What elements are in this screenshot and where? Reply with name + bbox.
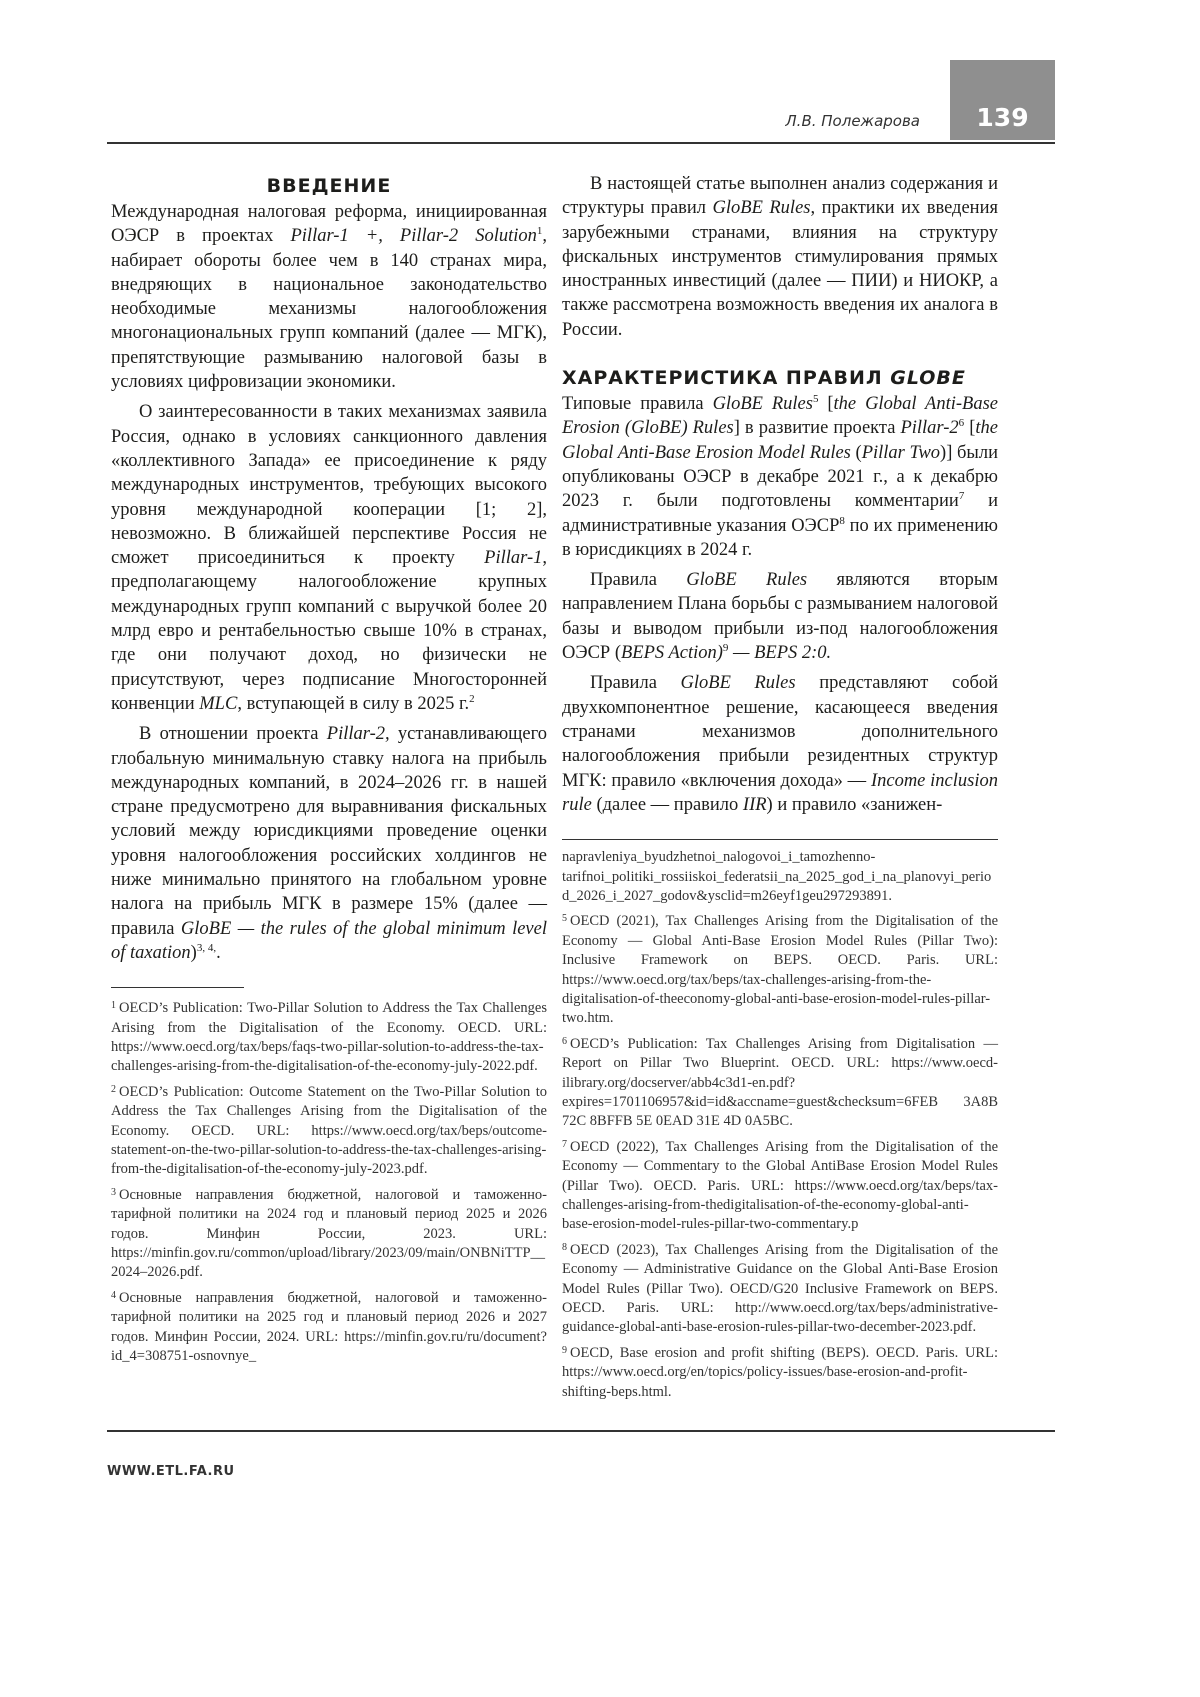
italic-text: IIR	[742, 794, 767, 815]
text-run: (	[850, 442, 862, 463]
italic-text: Income inclusion rule	[562, 770, 998, 815]
footer-divider	[107, 1430, 1055, 1432]
footnote-ref[interactable]: 2	[469, 692, 475, 705]
right-body	[562, 392, 998, 817]
section-heading-globe	[562, 364, 998, 392]
text-run: Правила	[590, 570, 687, 591]
text-run: и административные указания ОЭСР	[562, 491, 998, 536]
italic-text: GloBE Rules	[712, 198, 811, 219]
footnote-divider-right	[562, 839, 998, 840]
text-run: , предполагающему налогообложение крупных международных групп компаний с выручкой более 20 млрд евро и рентабельностью свыше 10% в странах, где они получают доход, но физически не присутствуют, через подписание Многосторонней конвенции	[111, 548, 547, 714]
italic-text: Pillar-1 +, Pillar-2 Solution	[290, 226, 537, 247]
footnote-number: 3	[111, 1186, 116, 1198]
italic-text: BEPS Action)	[621, 643, 723, 664]
text-run: )] были опубликованы ОЭСР в декабре 2021 г., а к декабрю 2023 г. были подготовлены комментарии	[562, 442, 998, 512]
right-intro	[562, 172, 998, 342]
footnote	[111, 996, 547, 1077]
text-run: О заинтересованности в таких механизмах заявила Россия, однако в условиях санкционного давления «коллективного Запада» ее присоединение к ряду международных инструментов, требующих высокого уровня международной кооперации [1; 2], невозможно. В ближайшей перспективе Россия не сможет присоединиться к проекту	[111, 402, 547, 569]
footnote-ref[interactable]: 5	[812, 392, 819, 405]
italic-text: GloBE Rules	[680, 673, 796, 694]
footnote	[111, 1286, 547, 1367]
body-paragraph	[111, 200, 547, 394]
text-run: ] в развитие проекта	[733, 418, 901, 439]
heading-text: ХАРАКТЕРИСТИКА ПРАВИЛ	[562, 367, 891, 390]
running-header-author: Л.В. Полежарова	[785, 112, 920, 130]
text-run: )	[190, 942, 197, 963]
text-run: Международная налоговая реформа, инициированная ОЭСР в проектах	[111, 202, 547, 247]
header-divider	[107, 142, 1055, 144]
italic-text: Pillar-2	[900, 418, 959, 439]
footnote	[562, 1341, 998, 1402]
footnote-text: OECD’s Publication: Two-Pillar Solution to Address the Tax Challenges Arising from the Digitalisation of the Economy. OECD. URL: https://www.oecd.org/tax/beps/faqs-two-pillar-solution-to-address-the-tax-challenges-arising-from-the-digitalisation-of-the-economy-july-2022.pdf.	[111, 1000, 547, 1075]
footnote	[562, 1238, 998, 1338]
body-paragraph	[111, 722, 547, 965]
text-run: Правила	[590, 673, 681, 694]
text-run: представляют собой двухкомпонентное решение, касающееся введения странами механизмов дополнительного налогообложения прибыли резидентных структур МГК: правило «включения дохода» —	[562, 673, 999, 791]
footnote-ref[interactable]: 1	[536, 225, 543, 238]
text-run: ) и правило «занижен-	[766, 794, 943, 815]
italic-text: Pillar-2,	[326, 724, 390, 745]
text-run: Типовые правила	[562, 394, 713, 415]
italic-text: — BEPS 2:0.	[728, 643, 832, 664]
left-column	[111, 172, 547, 1370]
footnote-text: OECD, Base erosion and profit shifting (BEPS). OECD. Paris. URL: https://www.oecd.org/en/topics/policy-issues/base-erosion-and-profit-shifting-beps.html.	[562, 1344, 998, 1400]
footnote-ref[interactable]: 8	[839, 514, 845, 527]
text-run: (далее — правило	[591, 794, 743, 815]
footnote	[111, 1080, 547, 1180]
heading-italic: GLOBE	[890, 367, 966, 390]
footnote-number: 2	[111, 1083, 116, 1095]
page-number: 139	[976, 103, 1029, 132]
footnote-continuation: napravleniya_byudzhetnoi_nalogovoi_i_tamozhenno-tarifnoi_politiki_rossiiskoi_federatsii_na_2025_god_i_na_planovyi_period_2026_i_2027_godov&ysclid=m26eyf1geu297293891.	[562, 849, 992, 904]
footnote-text: Основные направления бюджетной, налоговой и таможенно-тарифной политики на 2024 год и плановый период 2025 и 2026 годов. Минфин России, 2023. URL: https://minfin.gov.ru/common/upload/library/2023/09/main/ONBNiTTP__2024–2026.pdf.	[111, 1186, 547, 1281]
italic-text: the Global Anti-Base Erosion Model Rules	[562, 418, 998, 463]
footnote-number: 6	[562, 1035, 567, 1047]
text-run: являются вторым направлением Плана борьбы с размыванием налоговой базы и выводом прибыли из-под налогообложения ОЭСР (	[562, 570, 999, 664]
body-paragraph	[562, 392, 998, 562]
footnote	[562, 1032, 998, 1132]
italic-text: Pillar-1	[484, 548, 543, 569]
footnote-text: Основные направления бюджетной, налоговой и таможенно-тарифной политики на 2025 год и плановый период 2026 и 2027 годов. Минфин России, 2024. URL: https://minfin.gov.ru/ru/document?id_4=308751-osnovnye_	[111, 1289, 547, 1365]
footnotes-left	[111, 996, 547, 1369]
footnote-text: OECD (2023), Tax Challenges Arising from the Digitalisation of the Economy — Administrative Guidance on the Global Anti-Base Erosion Model Rules (Pillar Two). OECD/G20 Inclusive Framework on BEPS. OECD. Paris. URL: http://www.oecd.org/tax/beps/administrative-guidance-global-anti-base-erosion-rules-pillar-two-december-2023.pdf.	[562, 1241, 998, 1336]
footnote-ref[interactable]: 6	[958, 417, 965, 430]
footnotes-right	[562, 909, 998, 1405]
footnote-number: 5	[562, 913, 567, 925]
footnote-text: OECD’s Publication: Tax Challenges Arising from Digitalisation — Report on Pillar Two Blueprint. OECD. URL: https://www.oecd-ilibrary.org/docserver/abb4c3d1-en.pdf?expires=1701106957&id=id&accname=guest&checksum=6FEB 3A8B 72C 8BFFB 5E 0EAD 31E 4D 0A5BC.	[562, 1035, 998, 1130]
body-paragraph	[562, 671, 998, 817]
text-run: по их применению в юрисдикциях в 2024 г.	[562, 515, 998, 560]
text-run: , вступающей в силу в 2025 г.	[237, 693, 470, 714]
footnote-text: OECD (2022), Tax Challenges Arising from the Digitalisation of the Economy — Commentary to the Global AntiBase Erosion Model Rules (Pillar Two). OECD. Paris. URL: https://www.oecd.org/tax/beps/tax-challenges-arising-from-thedigitalisation-of-the-economy-global-anti-base-erosion-model-rules-pillar-two-commentary.p	[562, 1138, 998, 1233]
text-run: , практики их введения зарубежными странами, влияния на структуру фискальных инструментов стимулирования прямых иностранных инвестиций (далее — ПИИ) и НИОКР, а также рассмотрена возможность введения их аналога в России.	[562, 198, 998, 340]
footnote-text: OECD’s Publication: Outcome Statement on the Two-Pillar Solution to Address the Tax Challenges Arising from the Digitalisation of the Economy. OECD. URL: https://www.oecd.org/tax/beps/outcome-statement-on-the-two-pillar-solution-to-address-the-tax-challenges-arising-from-the-digitalisation-of-the-economy-july-2023.pdf.	[111, 1083, 547, 1178]
text-run: В отношении проекта	[139, 724, 327, 745]
body-paragraph	[111, 400, 547, 716]
italic-text: GloBE — the rules of the global minimum level of taxation	[111, 918, 547, 963]
footnote	[562, 1135, 998, 1235]
page-number-box	[950, 60, 1055, 140]
footnote	[562, 909, 998, 1028]
footnote-ref[interactable]: 9	[722, 641, 729, 654]
text-run: , набирает обороты более чем в 140 странах мира, внедряющих в национальное законодательство необходимые механизмы налогообложения многонациональных групп компаний (далее — МГК), препятствующие размыванию налоговой базы в условиях цифровизации экономики.	[111, 226, 547, 393]
left-body	[111, 200, 547, 965]
right-column	[562, 172, 998, 1405]
section-heading-introduction: ВВЕДЕНИЕ	[266, 175, 392, 197]
footnote-number: 4	[111, 1289, 116, 1301]
text-run: [	[964, 418, 976, 439]
body-paragraph	[562, 172, 998, 342]
footnote-number: 8	[562, 1241, 567, 1253]
text-run: [	[818, 394, 834, 415]
footnote-ref[interactable]: 3, 4,	[196, 941, 217, 954]
italic-text: the Global Anti-Base Erosion (GloBE) Rules	[562, 394, 999, 439]
text-run: устанавливающего глобальную минимальную ставку налога на прибыль международных компаний, в 2024–2026 гг. в нашей стране предусмотрено для выравнивания фискальных условий между юрисдикциями проведение оценки уровня налогообложения российских холдингов не ниже минимально принятого на глобальном уровне налога на прибыль МГК в размере 15% (далее — правила	[111, 724, 548, 939]
footnote-number: 9	[562, 1344, 567, 1356]
footnote-divider-left	[111, 987, 244, 988]
footnote	[111, 1183, 547, 1283]
text-run: В настоящей статье выполнен анализ содержания и структуры правил	[562, 174, 998, 219]
italic-text: GloBE Rules	[686, 570, 808, 591]
text-run: .	[216, 942, 221, 963]
body-paragraph	[562, 568, 998, 665]
footnote-number: 1	[111, 1000, 116, 1012]
italic-text: Pillar Two	[861, 442, 941, 463]
footnote-number: 7	[562, 1138, 567, 1150]
footnote-ref[interactable]: 7	[958, 490, 965, 503]
journal-website[interactable]: WWW.ETL.FA.RU	[107, 1464, 235, 1479]
italic-text: MLC	[199, 693, 238, 714]
footnote-text: OECD (2021), Tax Challenges Arising from the Digitalisation of the Economy — Global Anti-Base Erosion Model Rules (Pillar Two): Inclusive Framework on BEPS. OECD. Paris. URL: https://www.oecd.org/tax/beps/tax-challenges-arising-from-the-digitalisation-of-theeconomy-global-anti-base-erosion-model-rules-pillar-two.htm.	[562, 913, 998, 1027]
italic-text: GloBE Rules	[712, 394, 813, 415]
